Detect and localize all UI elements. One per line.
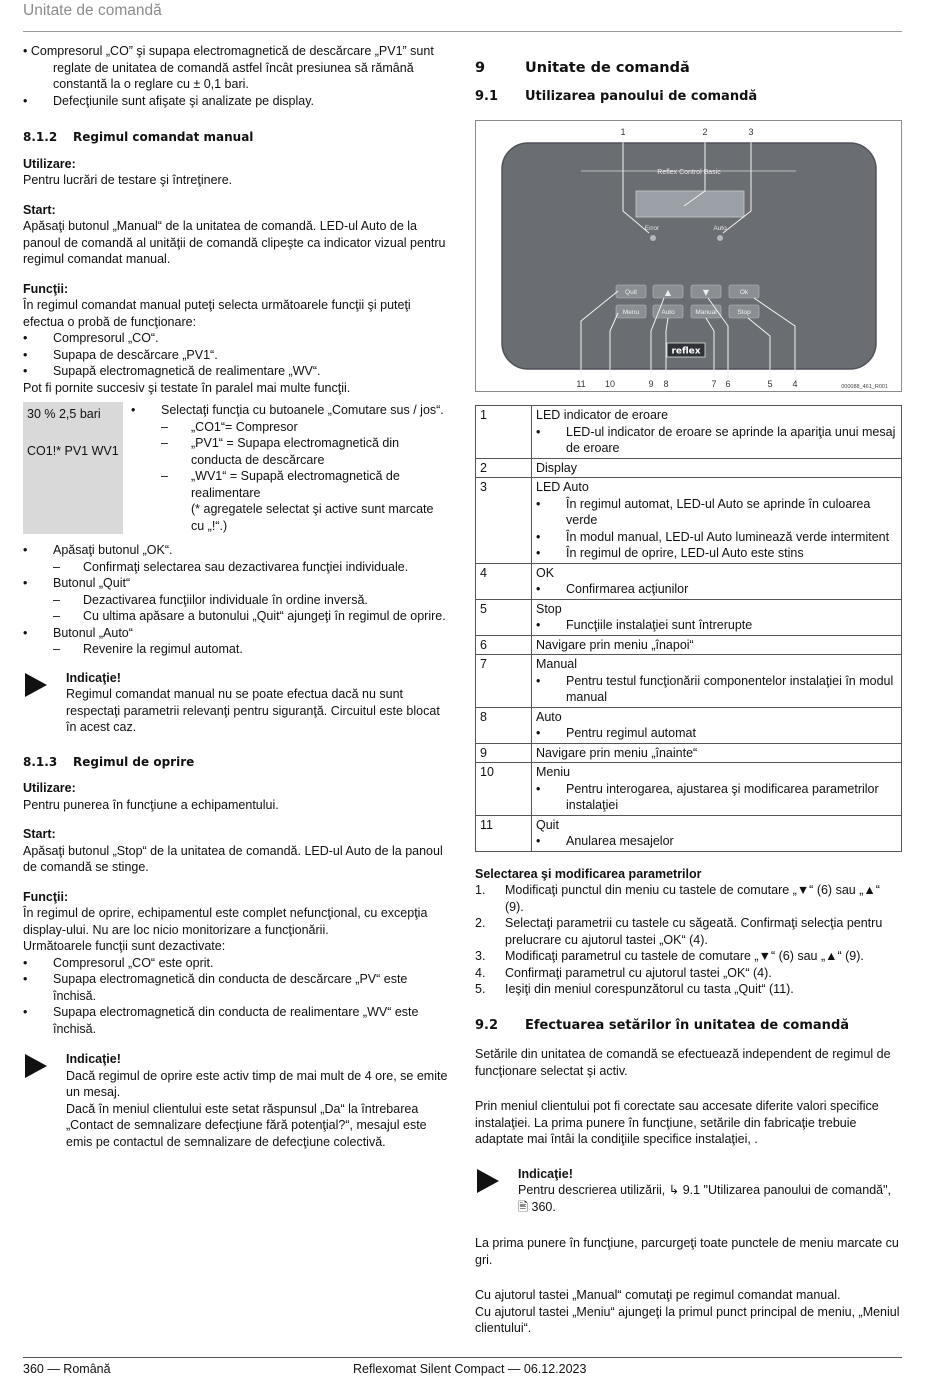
use-text: Pentru punerea în funcţiune a echipamentului. [23,797,279,812]
legend-number: 3 [476,478,532,564]
svg-text:Error: Error [644,225,660,232]
intro-bullet: • Compresorul „CO” şi supapa electromagnetică de descărcare „PV1” sunt reglate de unitatea de comandă astfel încât presiunea să rămână constantă la o reglare cu ± 0,1 bari. [23,44,434,91]
callout-6: 6 [725,379,731,389]
section-heading-812: 8.1.2 Regimul comandat manual [23,130,254,144]
svg-text:▼: ▼ [702,288,710,297]
section-heading-92: 9.2 Efectuarea setărilor în unitatea de comandă [475,1017,850,1033]
legend-bullet: • Confirmarea acţiunilor [536,582,689,596]
start-text: Apăsaţi butonul „Manual“ de la unitatea de comandă. LED-ul Auto de la panoul de comandă al unităţii de comandă clipeşte ca indicator vizual pentru regimul comandat manual. [23,219,446,266]
use-text: Pentru lucrări de testare şi întreţinere. [23,173,233,187]
functions-label: Funcţii: [23,889,69,904]
legend-number: 5 [476,599,532,635]
auto-bullet: Butonul „Auto“ [53,625,133,640]
legend-description [532,763,902,816]
legend-number: 9 [476,743,532,763]
legend-title: LED Auto [536,480,589,494]
right-column [475,60,902,1337]
params-step: 1. Modificaţi punctul din meniu cu tastele de comutare „▼“ (6) sau „▲“ (9). [475,883,880,914]
legend-bullet: • Pentru testul funcţionării componentelor instalaţiei în modul manual [536,673,894,704]
control-panel-illustration [476,121,901,391]
footer-page-number: 360 — Română [23,1362,111,1376]
legend-number: 11 [476,815,532,851]
display-line-2: CO1!* PV1 WV1 [27,443,119,458]
legend-bullet: • În regimul de oprire, LED-ul Auto este stins [536,546,804,560]
callout-1: 1 [620,127,626,137]
functions-text: În regimul de oprire, echipamentul este complet nefuncţional, cu excepţia display-ului. Nu are loc nicio monitorizare a funcţionării. [23,906,428,937]
brand-label: Reflex Control Basic [657,169,721,176]
select-note: (* agregatele selectat şi active sunt marcate cu „!“.) [191,502,434,533]
functions-text-2: Următoarele funcţii sunt dezactivate: [23,939,226,953]
quit-bullet: Butonul „Quit“ [53,576,131,590]
start-label: Start: [23,202,56,217]
legend-title: Navigare prin meniu „înainte“ [536,745,698,760]
display-mockup [23,402,123,534]
note-stop: Indicaţie! Dacă regimul de oprire este activ timp de mai mult de 4 ore, se emite un mesaj. Dacă în meniul clientului este setat răspunsul „Da“ la întrebarea „Contact de semnalizare defecţiune fără potenţial?“, mesajul este emis pe contactul de semnalizare de defecţiune colectivă. [23,1051,448,1150]
legend-row [476,655,902,708]
note-manual: Indicaţie! Regimul comandat manual nu se poate efectua dacă nu sunt respectaţi parametrii relevanţi pentru siguranţă. Circuitul este blocat în acest caz. [23,670,448,736]
function-bullet: • Supapa de descărcare „PV1“. [23,347,218,362]
svg-text:Auto: Auto [661,309,675,316]
functions-label: Funcţii: [23,281,69,296]
start-label: Start: [23,827,56,841]
legend-description [532,406,902,459]
callout-4: 4 [792,379,798,389]
legend-bullet: • LED-ul indicator de eroare se aprinde la apariţia unui mesaj de eroare [536,424,896,455]
legend-description [532,707,902,743]
legend-description [532,743,902,763]
error-led [650,235,656,241]
legend-bullet: • Pentru interogarea, ajustarea şi modificarea parametrilor instalaţiei [536,781,879,812]
paragraph: Cu ajutorul tastei „Manual“ comutaţi pe regimul comandat manual. [475,1288,841,1302]
function-select-table [23,402,448,534]
svg-text:Manual: Manual [695,309,717,316]
svg-text:Stop: Stop [737,309,751,316]
chapter-heading: 9 Unitate de comandă [475,60,690,76]
ok-bullet: Apăsaţi butonul „OK“. [53,543,173,557]
params-step: 2. Selectaţi parametrii cu tastele cu săgeată. Confirmaţi selecţia pentru prelucrare cu ajutorul tastei „OK“ (4). [475,916,883,947]
header-rule [23,31,902,32]
legend-description [532,458,902,478]
intro-bullet-text: Defecţiunile sunt afişate şi analizate pe display. [53,93,315,108]
legend-table [475,405,902,852]
callout-11: 11 [576,379,586,389]
legend-title: OK [536,565,555,580]
legend-row [476,707,902,743]
legend-bullet: • Pentru regimul automat [536,726,696,740]
note-arrow-icon [25,673,47,697]
svg-text:reflex: reflex [671,346,701,357]
legend-description [532,635,902,655]
callout-3: 3 [748,127,754,137]
legend-title: Navigare prin meniu „înapoi“ [536,637,694,652]
legend-row [476,406,902,459]
callout-10: 10 [604,379,616,389]
params-step: 5. Ieşiţi din meniul corespunzătorul cu tasta „Quit“ (11). [475,982,794,996]
legend-row [476,743,902,763]
legend-row [476,815,902,851]
legend-row [476,478,902,564]
legend-number: 7 [476,655,532,708]
legend-title: Auto [536,709,562,724]
legend-description [532,655,902,708]
intro-bullet: • Defecţiunile sunt afişate şi analizate pe display. [23,93,315,108]
legend-number: 2 [476,458,532,478]
legend-description [532,478,902,564]
params-title: Selectarea şi modificarea parametrilor [475,866,702,881]
paragraph: Prin meniul clientului pot fi corectate sau accesate diferite valori specifice instalaţiei. La prima punere în funcţiune, setările din fabricaţie trebuie adaptate mai întâi la condiţiile specifice instalaţiei, . [475,1099,879,1146]
svg-text:Menu: Menu [622,309,640,316]
legend-description [532,563,902,599]
legend-title: Meniu [536,765,571,779]
figure-code: 000088_461_R001 [841,384,888,390]
intro-bullet-text: Compresorul „CO” şi supapa electromagnetică de descărcare „PV1” sunt reglate de unitatea de comandă astfel încât presiunea să rămână constantă la o reglare cu ± 0,1 bari. [30,44,434,91]
display-screen [636,191,744,217]
auto-led [717,235,723,241]
legend-row [476,599,902,635]
callout-2: 2 [702,127,708,137]
params-step: 4. Confirmaţi parametrul cu ajutorul tastei „OK“ (4). [475,965,772,980]
callout-7: 7 [711,379,717,389]
callout-5: 5 [767,379,773,389]
svg-text:▲: ▲ [664,288,672,297]
functions-after: Pot fi pornite succesiv şi testate în paralel mai multe funcţii. [23,380,351,395]
section-heading-91: 9.1 Utilizarea panoului de comandă [475,88,758,104]
paragraph: Setările din unitatea de comandă se efectuează independent de regimul de funcţionare selectat şi activ. [475,1047,891,1078]
function-bullet: • Compresorul „CO“. [23,331,159,345]
paragraph: Cu ajutorul tastei „Meniu“ ajungeţi la primul punct principal de meniu, „Meniul clientului“. [475,1304,900,1335]
function-select-desc: • Selectaţi funcţia cu butoanele „Comutare sus / jos“. – „CO1“= Compresor – „PV1“ = Supapa electromagnetică din conducta de descărcare – „WV1“ = Supapă electromagnetică de realimentare (* agregatele selectat şi active sunt marcate cu „!“.) [131,402,448,534]
legend-bullet: • Anularea mesajelor [536,834,674,848]
note-arrow-icon [477,1169,499,1193]
legend-number: 6 [476,635,532,655]
left-column: • Compresorul „CO” şi supapa electromagnetică de descărcare „PV1” sunt reglate de unitatea de comandă astfel încât presiunea să rămână constantă la o reglare cu ± 0,1 bari. • Defecţiunile sunt afişate şi analizate pe display. 8.1.2 Regimul comandat manual Utilizare: Pentru lucrări de testare şi întreţinere. Start: Apăsaţi butonul „Manual“ de la unitatea de comandă. LED-ul Auto de la panoul de comandă al unităţii de comandă clipeşte ca indicator vizual pentru regimul comandat manual. Funcţii: În regimul comandat manual puteţi selecta următoarele funcţii şi puteţi efectua o probă de funcţionare: • Compresorul „CO“. • Supapa de descărcare „PV1“. • Supapă electromagnetică de realimentare „WV“. Pot fi pornite succesiv şi testate în paralel mai multe funcţii. 30 % 2,5 bari CO1!* PV1 WV1 • Selectaţi funcţia cu butoanele „Comutare sus / jos“. – „CO1“= Compresor – „PV1“ = Supapa electromagnetică din conducta de descărcare – „WV1“ = Supapă electromagnetică de realimentare (* agregatele selectat şi active sunt marcate cu „!“.) • Apăsaţi butonul „OK“. – Confirmaţi selectarea sau dezactivarea funcţiei individuale. • Butonul „Quit“ – Dezactivarea funcţiilor individuale în ordine inversă. – Cu ultima apăsare a butonului „Quit“ ajungeţi în regimul de oprire. • Butonul „Auto“ – Revenire la regimul automat. Indicaţie! Regimul comandat manual nu se poate efectua dacă nu sunt respectaţi parametrii relevanţi pentru siguranţă. Circuitul este blocat în acest caz. 8.1.3 Regimul de oprire Utilizare: Pentru punerea în funcţiune a echipamentului. Start: Apăsaţi butonul „Stop“ de la unitatea de comandă. LED-ul Auto de la panoul de comandă se stinge. Funcţii: În regimul de oprire, echipamentul este complet nefuncţional, cu excepţia display-ului. Nu are loc nicio monitorizare a funcţionării. Următoarele funcţii sunt dezactivate: • Compresorul „CO“ este oprit. • Supapa electromagnetică din conducta de descărcare „PV“ este închisă. • Supapa electromagnetică din conducta de realimentare „WV“ este închisă. Indicaţie! Dacă regimul de oprire este activ timp de mai mult de 4 ore, se emite un mesaj. Dacă în meniul clientului este setat răspunsul „Da“ la întrebarea „Contact de semnalizare defecţiune fără potenţial?“, mesajul este emis pe contactul de semnalizare de defecţiune colectivă. [23,44,448,1149]
legend-title: Display [536,460,577,475]
footer-document-title: Reflexomat Silent Compact — 06.12.2023 [353,1362,587,1376]
legend-title: Manual [536,657,577,671]
function-bullet: • Supapă electromagnetică de realimentare „WV“. [23,364,321,378]
legend-row [476,458,902,478]
legend-bullet: • În regimul automat, LED-ul Auto se aprinde în culoarea verde [536,496,871,527]
note-arrow-icon [25,1054,47,1078]
functions-text: În regimul comandat manual puteţi selecta următoarele funcţii şi puteţi efectua o probă de funcţionare: [23,298,411,329]
legend-number: 4 [476,563,532,599]
legend-row [476,563,902,599]
control-panel-figure [475,120,902,392]
params-step: 3. Modificaţi parametrul cu tastele de comutare „▼“ (6) sau „▲“ (9). [475,949,864,963]
use-label: Utilizare: [23,781,76,795]
section-heading-813: 8.1.3 Regimul de oprire [23,754,195,769]
note-reference: Indicaţie! Pentru descrierea utilizării, ↳ 9.1 "Utilizarea panoului de comandă", 🖹 360. [475,1166,902,1216]
legend-row [476,763,902,816]
legend-number: 10 [476,763,532,816]
legend-title: LED indicator de eroare [536,408,669,422]
start-text: Apăsaţi butonul „Stop“ de la unitatea de comandă. LED-ul Auto de la panoul de comandă se stinge. [23,843,443,874]
callout-8: 8 [663,379,669,389]
svg-text:Quit: Quit [625,289,637,296]
callout-9: 9 [648,379,654,389]
legend-title: Stop [536,601,562,616]
footer-rule [23,1357,902,1358]
use-label: Utilizare: [23,156,76,171]
paragraph: La prima punere în funcţiune, parcurgeţi toate punctele de meniu marcate cu gri. [475,1236,899,1267]
legend-description [532,599,902,635]
legend-number: 8 [476,707,532,743]
page-header: Unitate de comandă [23,2,162,19]
select-bullet: Selectaţi funcţia cu butoanele „Comutare sus / jos“. [161,403,444,417]
legend-row [476,635,902,655]
display-line-1: 30 % 2,5 bari [27,407,101,421]
legend-number: 1 [476,406,532,459]
legend-description [532,815,902,851]
legend-bullet: • Funcţiile instalaţiei sunt întrerupte [536,618,753,632]
legend-bullet: • În modul manual, LED-ul Auto luminează verde intermitent [536,529,890,544]
svg-text:Auto: Auto [713,225,727,232]
legend-title: Quit [536,817,559,832]
svg-text:Ok: Ok [739,289,749,296]
